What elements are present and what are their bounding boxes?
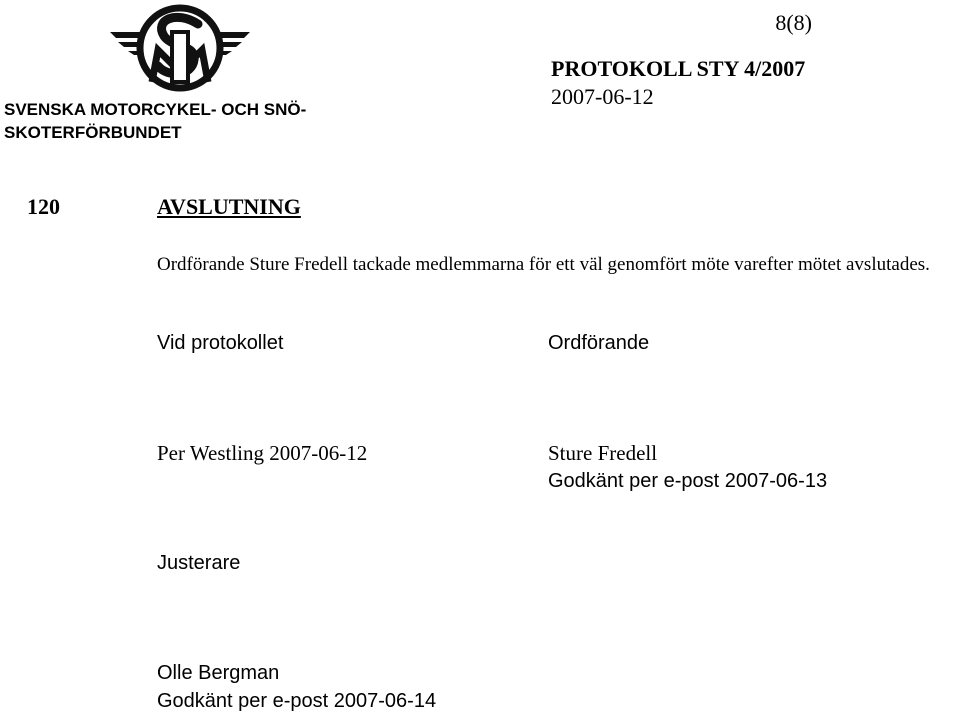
page-number: 8(8) [775, 10, 812, 35]
signature-secretary: Per Westling 2007-06-12 [157, 441, 368, 465]
signature-label-adjuster: Justerare [157, 552, 241, 574]
signature-adjuster-name: Olle Bergman [157, 662, 280, 684]
section-title: AVSLUTNING [157, 194, 301, 219]
signature-adjuster-approval: Godkänt per e-post 2007-06-14 [157, 690, 437, 712]
section-body-text: Ordförande Sture Fredell tackade medlemmarna för ett väl genomfört möte varefter mötet avslutades. [157, 254, 930, 275]
organization-name [4, 98, 306, 144]
document-date: 2007-06-12 [551, 84, 654, 109]
signature-label-chair: Ordförande [548, 332, 650, 354]
organization-line-1: SVENSKA MOTORCYKEL- OCH SNÖ- [4, 100, 307, 119]
organization-logo [106, 2, 254, 94]
signature-chair-name: Sture Fredell [548, 441, 658, 465]
organization-line-2: SKOTERFÖRBUNDET [4, 123, 182, 142]
svemo-winged-logo-icon [106, 2, 254, 94]
signature-chair-approval: Godkänt per e-post 2007-06-13 [548, 470, 828, 492]
signature-label-secretary: Vid protokollet [157, 332, 284, 354]
document-title: PROTOKOLL STY 4/2007 [551, 56, 806, 81]
section-number: 120 [27, 194, 60, 219]
